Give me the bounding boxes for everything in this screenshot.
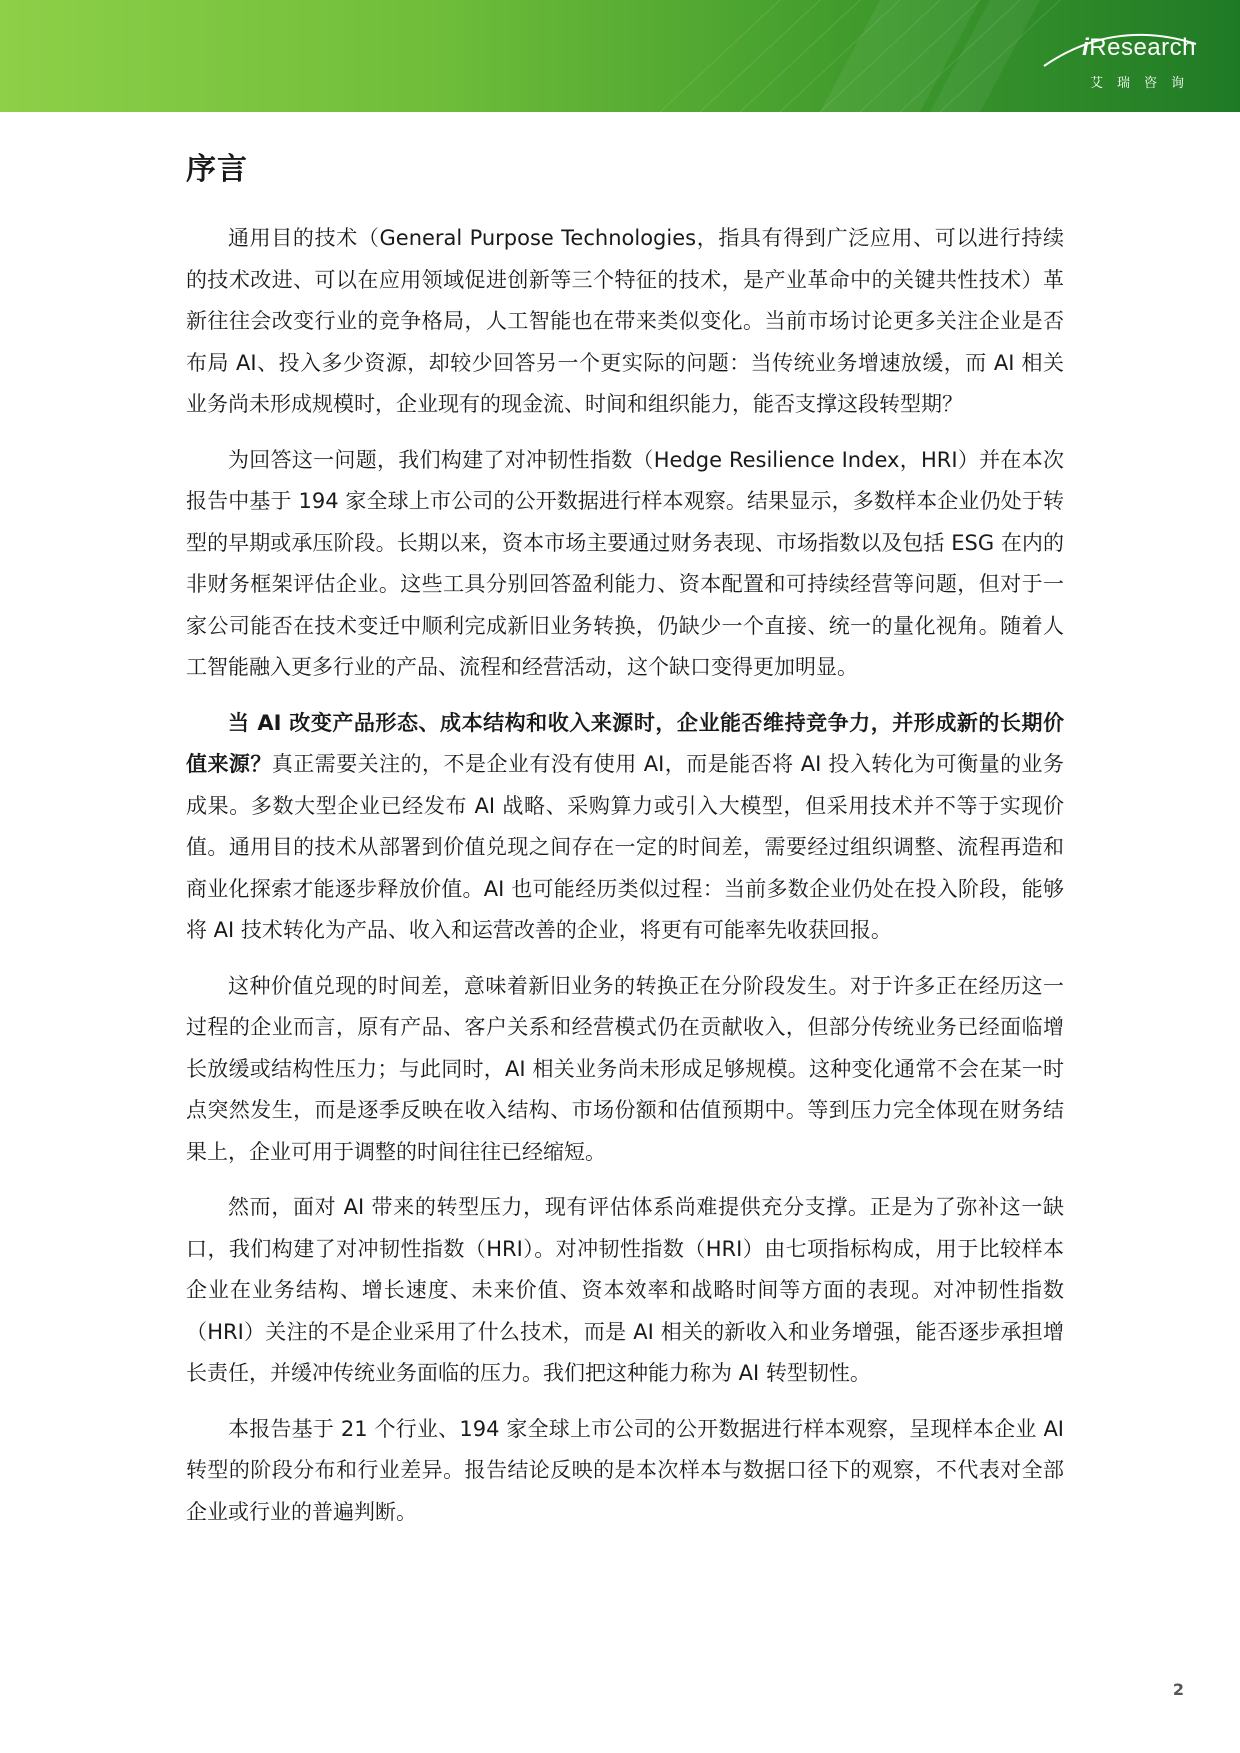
logo-chinese-name: 艾瑞咨询 [1089,76,1198,91]
page-title: 序言 [186,152,248,187]
paragraph-3-bold-question: 当 AI 改变产品形态、成本结构和收入来源时，企业能否维持竞争力，并形成新的长期价值来源？ [186,710,1064,776]
page-header-band [0,0,1240,112]
iresearch-logo [1024,24,1204,94]
paragraph-3-body: 真正需要关注的，不是企业有没有使用 AI，而是能否将 AI 投入转化为可衡量的业务成果。多数大型企业已经发布 AI 战略、采购算力或引入大模型，但采用技术并不等于实现价值。通用目的技术从部署到价值兑现之间存在一定的时间差，需要经过组织调整、流程再造和商业化探索才能逐步释放价值。AI 也可能经历类似过程：当前多数企业仍处在投入阶段，能够将 AI 技术转化为产品、收入和运营改善的企业，将更有可能率先收获回报。 [186,752,1064,942]
paragraph-5: 然而，面对 AI 带来的转型压力，现有评估体系尚难提供充分支撑。正是为了弥补这一缺口，我们构建了对冲韧性指数（HRI）。对冲韧性指数（HRI）由七项指标构成，用于比较样本企业在业务结构、增长速度、未来价值、资本效率和战略时间等方面的表现。对冲韧性指数（HRI）关注的不是企业采用了什么技术，而是 AI 相关的新收入和业务增强，能否逐步承担增长责任，并缓冲传统业务面临的压力。我们把这种能力称为 AI 转型韧性。 [186,1195,1064,1385]
paragraph-1: 通用目的技术（General Purpose Technologies，指具有得到广泛应用、可以进行持续的技术改进、可以在应用领域促进创新等三个特征的技术，是产业革命中的关键共性技术）革新往往会改变行业的竞争格局，人工智能也在带来类似变化。当前市场讨论更多关注企业是否布局 AI、投入多少资源，却较少回答另一个更实际的问题：当传统业务增速放缓，而 AI 相关业务尚未形成规模时，企业现有的现金流、时间和组织能力，能否支撑这段转型期？ [186,226,1064,416]
main-content [186,140,1064,1547]
logo-wordmark [1082,34,1196,62]
paragraph-4: 这种价值兑现的时间差，意味着新旧业务的转换正在分阶段发生。对于许多正在经历这一过程的企业而言，原有产品、客户关系和经营模式仍在贡献收入，但部分传统业务已经面临增长放缓或结构性压力；与此同时，AI 相关业务尚未形成足够规模。这种变化通常不会在某一时点突然发生，而是逐季反映在收入结构、市场份额和估值预期中。等到压力完全体现在财务结果上，企业可用于调整的时间往往已经缩短。 [186,973,1064,1164]
logo-i: i [1082,34,1090,61]
page-number: 2 [1172,1680,1184,1699]
paragraph-3 [186,703,1064,952]
paragraph-2: 为回答这一问题，我们构建了对冲韧性指数（Hedge Resilience Index，HRI）并在本次报告中基于 194 家全球上市公司的公开数据进行样本观察。结果显示，多数样本企业仍处于转型的早期或承压阶段。长期以来，资本市场主要通过财务表现、市场指数以及包括 ESG 在内的非财务框架评估企业。这些工具分别回答盈利能力、资本配置和可持续经营等问题，但对于一家公司能否在技术变迁中顺利完成新旧业务转换，仍缺少一个直接、统一的量化视角。随着人工智能融入更多行业的产品、流程和经营活动，这个缺口变得更加明显。 [186,447,1064,679]
logo-research: Research [1089,34,1196,61]
paragraph-6: 本报告基于 21 个行业、194 家全球上市公司的公开数据进行样本观察，呈现样本企业 AI 转型的阶段分布和行业差异。报告结论反映的是本次样本与数据口径下的观察，不代表对全部企业或行业的普遍判断。 [186,1416,1064,1524]
